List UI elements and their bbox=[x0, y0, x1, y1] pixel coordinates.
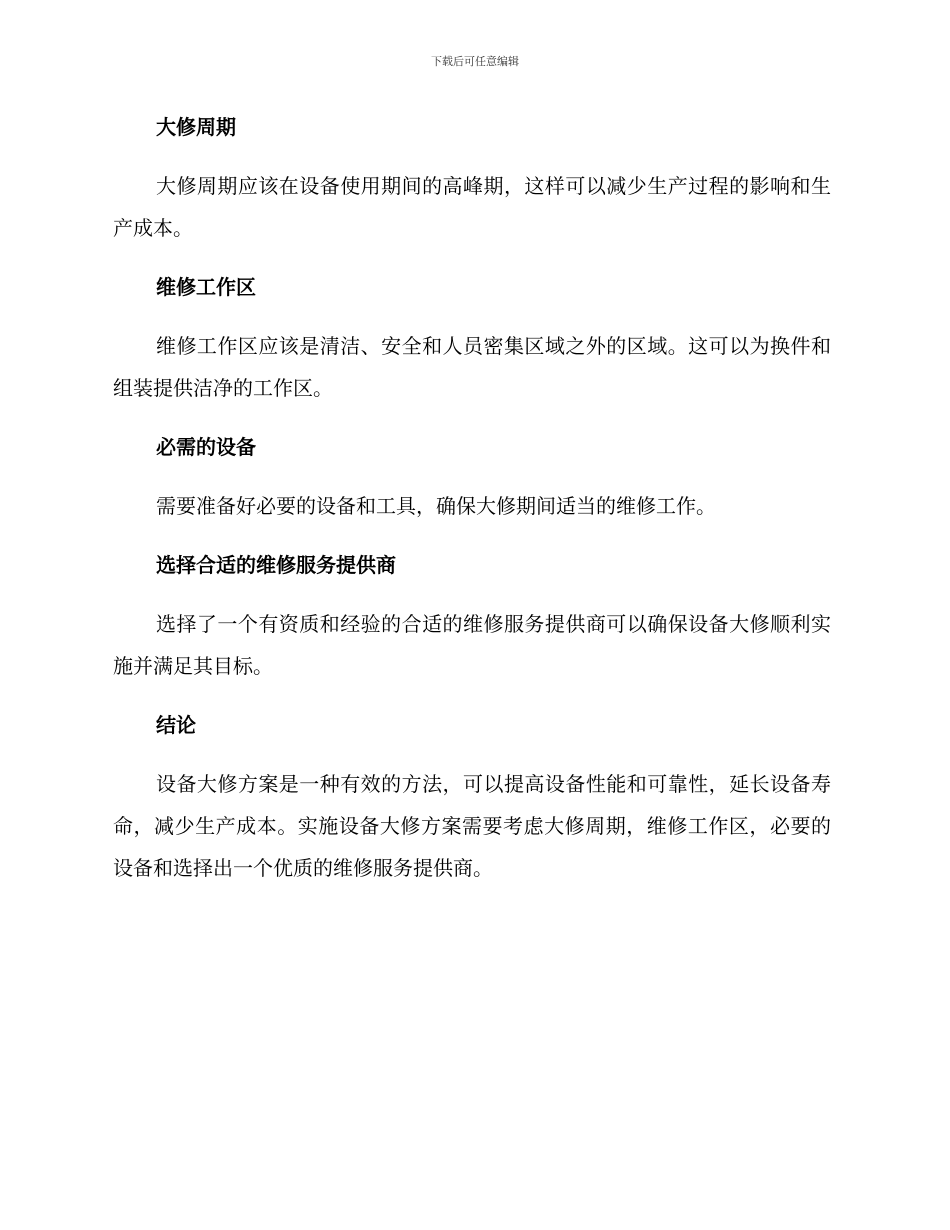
section-heading: 结论 bbox=[156, 713, 196, 737]
section-required-equipment bbox=[113, 432, 831, 527]
page-header: 下载后可任意编辑 bbox=[431, 55, 519, 68]
section-overhaul-cycle bbox=[113, 112, 831, 249]
section-work-area bbox=[113, 272, 831, 409]
section-heading: 必需的设备 bbox=[156, 435, 256, 459]
section-paragraph: 大修周期应该在设备使用期间的高峰期，这样可以减少生产过程的影响和生产成本。 bbox=[113, 174, 831, 240]
section-paragraph: 设备大修方案是一种有效的方法，可以提高设备性能和可靠性，延长设备寿命，减少生产成本。实施设备大修方案需要考虑大修周期，维修工作区，必要的设备和选择出一个优质的维修服务提供商。 bbox=[113, 772, 831, 880]
section-service-provider bbox=[113, 550, 831, 687]
section-heading: 选择合适的维修服务提供商 bbox=[156, 553, 396, 577]
section-conclusion bbox=[113, 710, 831, 889]
section-paragraph: 选择了一个有资质和经验的合适的维修服务提供商可以确保设备大修顺利实施并满足其目标。 bbox=[113, 612, 831, 678]
section-paragraph: 维修工作区应该是清洁、安全和人员密集区域之外的区域。这可以为换件和组装提供洁净的工作区。 bbox=[113, 334, 831, 400]
section-paragraph: 需要准备好必要的设备和工具，确保大修期间适当的维修工作。 bbox=[156, 494, 716, 518]
section-heading: 大修周期 bbox=[156, 115, 236, 139]
document-body bbox=[113, 112, 831, 889]
section-heading: 维修工作区 bbox=[156, 275, 256, 299]
